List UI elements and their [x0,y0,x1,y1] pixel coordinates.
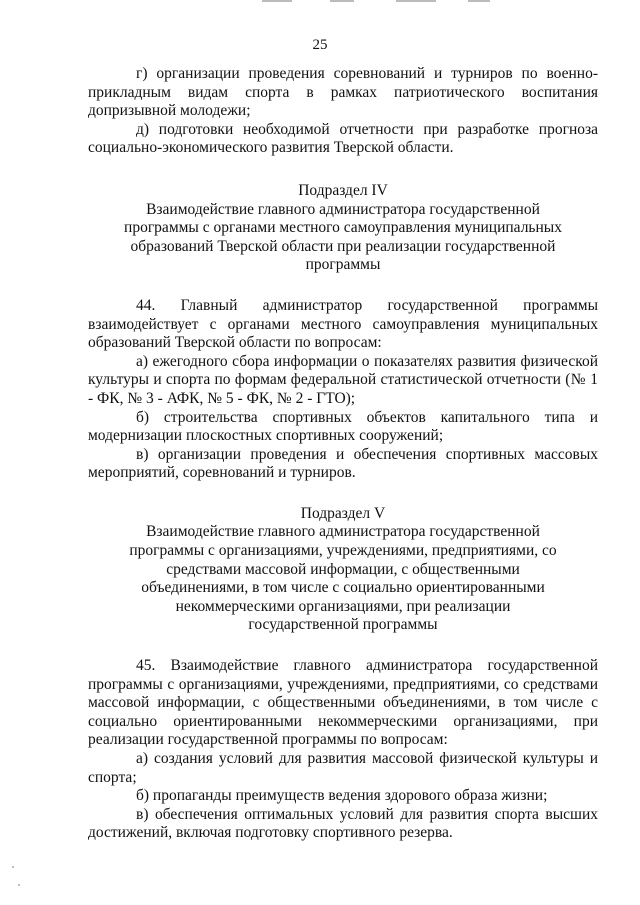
scan-artifact-mark [330,0,354,2]
subsection-5-label: Подраздел V [300,504,386,522]
paragraph-45-item-a: а) создания условий для развития массовой физической культуры и спорта; [88,750,598,786]
scan-artifact-dot [18,884,20,886]
list-item-g: г) организации проведения соревнований и турниров по военно-прикладным видам спорта в рамках патриотического воспитания допризывной молодежи; [88,65,598,120]
subsection-5-title: Взаимодействие главного администратора государственной программы с организациями, учреждениями, предприятиями, со средствами массовой информации, с общественными объединениями, в том числе с социально ориентированными некоммерческими организациями, при реализации государственной программы [129,523,557,634]
paragraph-45-item-b: б) пропаганды преимуществ ведения здорового образа жизни; [136,787,548,805]
scan-artifact-mark [468,0,490,2]
subsection-4-label: Подраздел IV [298,181,388,199]
subsection-4-title: Взаимодействие главного администратора государственной программы с органами местного самоуправления муниципальных образований Тверской области при реализации государственной программы [124,200,562,274]
paragraph-44-item-v: в) организации проведения и обеспечения спортивных массовых мероприятий, соревнований и турниров. [88,445,598,482]
page-number: 25 [312,37,328,53]
paragraph-45: 45. Взаимодействие главного администратора государственной программы с организациями, учреждениями, предприятиями, со средствами массовой информации, с общественными объединениями, в том числе с социально ориентированными некоммерческими организациями, при реализации государственной программы по вопросам: [88,657,598,749]
subsection-5-heading [88,505,598,635]
paragraph-44-item-a: а) ежегодного сбора информации о показателях развития физической культуры и спорта по формам федеральной статистической отчетности (№ 1 - ФК, № 3 - АФК, № 5 - ФК, № 2 - ГТО); [88,352,598,407]
scan-artifact-mark [262,0,292,2]
subsection-4-heading [88,182,598,275]
paragraph-44: 44. Главный администратор государственной программы взаимодействует с органами местного самоуправления муниципальных образований Тверской области по вопросам: [88,296,598,352]
scan-artifact-dot [12,866,14,868]
scan-artifact-mark [396,0,436,2]
list-item-d: д) подготовки необходимой отчетности при разработке прогноза социально-экономического развития Тверской области. [88,120,598,157]
document-body [88,65,598,843]
paragraph-45-item-v: в) обеспечения оптимальных условий для развития спорта высших достижений, включая подготовку спортивного резерва. [88,805,598,842]
paragraph-44-item-b: б) строительства спортивных объектов капитального типа и модернизации плоскостных спортивных сооружений; [88,408,598,445]
